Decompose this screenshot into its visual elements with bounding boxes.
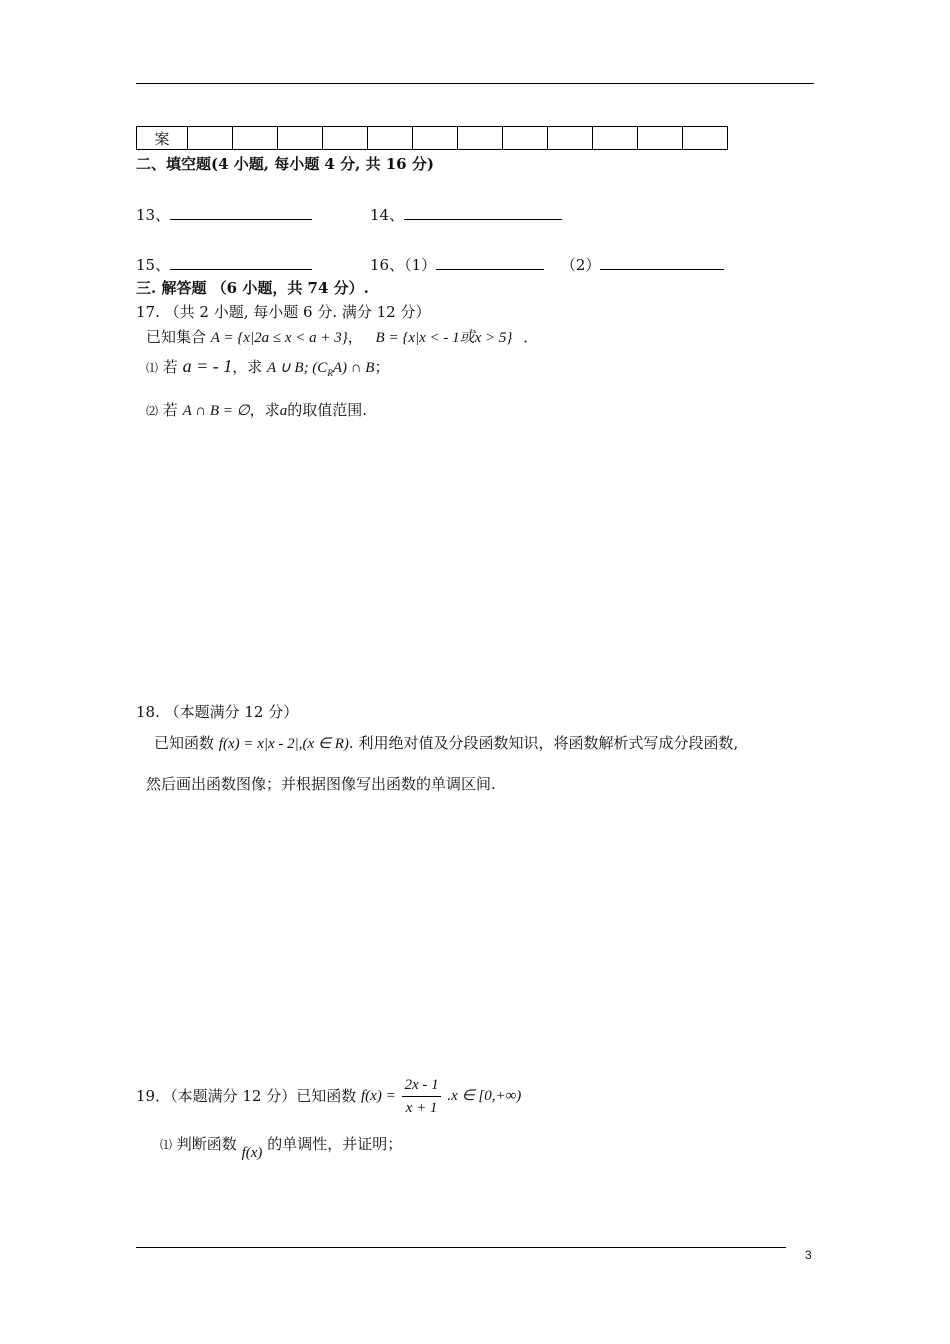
q19-p1-num: ⑴: [160, 1138, 173, 1152]
q19-domain: .x ∈ [0,+∞): [447, 1088, 522, 1104]
q17-p1-expr-a: A ∪ B; (C: [267, 360, 328, 376]
q19-p1-func: f(x): [241, 1145, 263, 1161]
fill-blank-16: [370, 253, 724, 275]
answer-cell[interactable]: [323, 127, 368, 150]
q14-answer-line[interactable]: [404, 203, 562, 220]
section3-heading: 三. 解答题 （6 小题，共 74 分）.: [136, 279, 369, 297]
answer-cell[interactable]: [458, 127, 503, 150]
q17-set-b: B = {x|x < - 1或x > 5}: [375, 330, 513, 346]
q18-line1-rest: . 利用绝对值及分段函数知识，将函数解析式写成分段函数,: [348, 734, 739, 752]
answer-cell[interactable]: [593, 127, 638, 150]
q17-p1-end: ；: [374, 358, 390, 376]
answer-cell[interactable]: [368, 127, 413, 150]
q17-intro-line: [146, 327, 538, 348]
q17-p2-var: a: [279, 403, 288, 419]
answer-cell[interactable]: [548, 127, 593, 150]
page-number: 3: [805, 1248, 812, 1262]
answer-table: [136, 126, 728, 150]
fill-blank-14: [370, 203, 562, 225]
q17-p1-num: ⑴: [146, 361, 159, 375]
q16-label: 16、（1）: [370, 256, 437, 274]
q19-fraction: [402, 1074, 440, 1119]
q17-header: 17. （共 2 小题, 每小题 6 分. 满分 12 分）: [136, 303, 431, 321]
header-rule: [136, 83, 814, 84]
q19-line1: [136, 1072, 521, 1119]
q16-part2-label: （2）: [560, 256, 601, 274]
q17-p2-num: ⑵: [146, 404, 159, 418]
answer-cell[interactable]: [413, 127, 458, 150]
q18-func: f(x) = x|x - 2|,(x ∈ R): [218, 736, 349, 752]
q17-p2-end: 的取值范围.: [287, 401, 367, 419]
q16-part1-answer-line[interactable]: [436, 253, 544, 270]
q14-label: 14、: [370, 206, 405, 224]
fill-blank-15: [136, 253, 312, 275]
q17-p1-mid: ，求: [232, 358, 263, 376]
section2-heading: 二、填空题(4 小题, 每小题 4 分, 共 16 分): [136, 155, 434, 173]
q17-p2-mid: ，求: [249, 401, 280, 419]
q19-p1-pre: 判断函数: [176, 1135, 237, 1153]
q13-answer-line[interactable]: [170, 203, 312, 220]
q19-p1-rest: 的单调性，并证明；: [267, 1135, 403, 1153]
q17-intro: 已知集合: [146, 328, 207, 346]
q19-func-lhs: f(x) =: [361, 1088, 396, 1104]
footer-rule: [136, 1247, 786, 1248]
answer-cell[interactable]: [278, 127, 323, 150]
q17-sep: ，: [347, 328, 363, 346]
q18-pre: 已知函数: [154, 734, 215, 752]
q17-p1-cond: a = - 1: [182, 356, 233, 376]
q18-line2: 然后画出函数图像；并根据图像写出函数的单调区间.: [146, 775, 496, 793]
answer-row: [137, 127, 728, 150]
q17-part1: [146, 356, 389, 383]
q18-line1: [154, 733, 738, 754]
answer-cell[interactable]: [503, 127, 548, 150]
answer-label-cell: 案: [137, 127, 188, 150]
q13-label: 13、: [136, 206, 171, 224]
answer-cell[interactable]: [188, 127, 233, 150]
q17-p1-sub: R: [327, 368, 333, 378]
q17-p2-cond: A ∩ B = ∅: [182, 403, 250, 419]
q19-part1: [160, 1134, 403, 1161]
q17-p1-pre: 若: [162, 358, 178, 376]
q17-set-a: A = {x|2a ≤ x < a + 3}: [210, 330, 348, 346]
q15-label: 15、: [136, 256, 171, 274]
q17-end: ．: [523, 328, 539, 346]
answer-cell[interactable]: [638, 127, 683, 150]
q17-part2: [146, 400, 367, 421]
q17-p1-expr-b: A) ∩ B: [332, 360, 375, 376]
q17-p2-pre: 若: [162, 401, 178, 419]
answer-cell[interactable]: [683, 127, 728, 150]
q17-p1-expr: [267, 360, 374, 376]
q19-header: 19．（本题满分 12 分）已知函数: [136, 1087, 357, 1105]
q19-frac-num: 2x - 1: [402, 1074, 440, 1097]
q15-answer-line[interactable]: [170, 253, 312, 270]
q18-header: 18. （本题满分 12 分）: [136, 703, 299, 721]
answer-cell[interactable]: [233, 127, 278, 150]
q16-part2-answer-line[interactable]: [600, 253, 724, 270]
fill-blank-13: [136, 203, 312, 225]
q19-frac-den: x + 1: [405, 1099, 438, 1116]
